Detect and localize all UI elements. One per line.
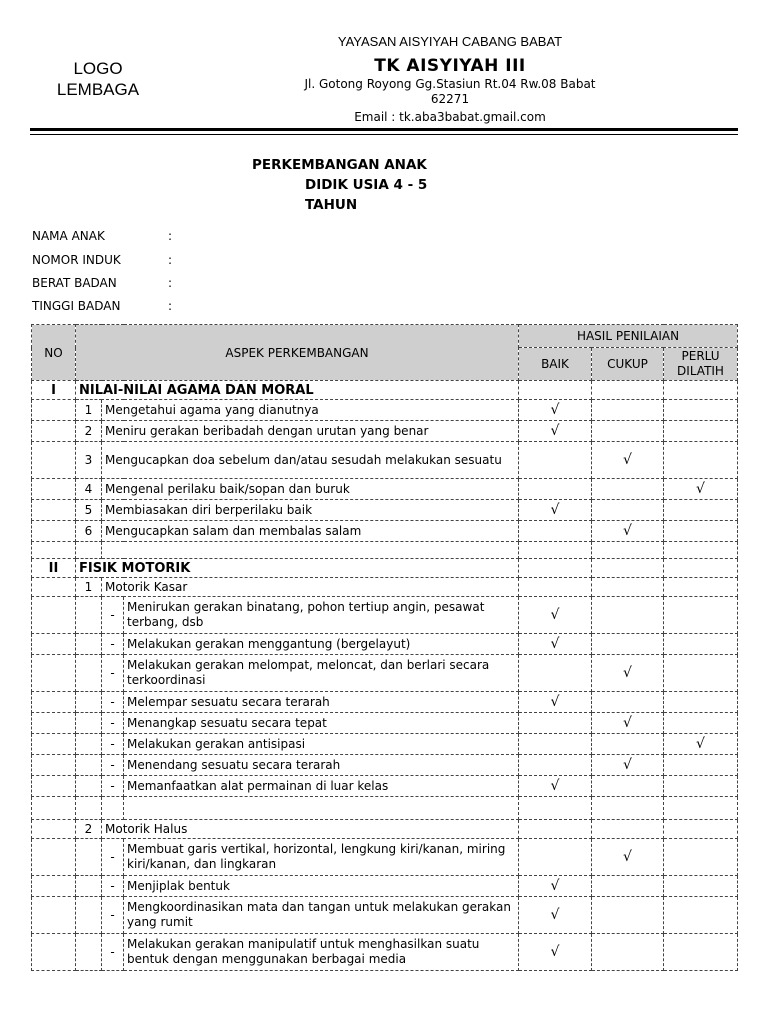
- identity-label: BERAT BADAN: [32, 276, 117, 290]
- rating-baik-cell: √: [519, 934, 592, 971]
- rating-baik-cell: [519, 839, 592, 876]
- rating-baik-cell: [519, 442, 592, 479]
- header-result: HASIL PENILAIAN: [519, 325, 738, 348]
- assessment-table: [31, 324, 738, 971]
- aspect-row: [32, 479, 738, 500]
- aspect-text: Mengetahui agama yang dianutnya: [102, 400, 519, 421]
- aspect-text: Mengucapkan doa sebelum dan/atau sesudah melakukan sesuatu: [102, 442, 519, 479]
- empty-cell: [592, 578, 664, 597]
- empty-cell: [76, 542, 102, 559]
- identity-label: TINGGI BADAN: [32, 299, 121, 313]
- subnumber-cell: [76, 934, 102, 971]
- logo-line-1: LOGO: [73, 59, 123, 78]
- no-cell: [32, 421, 76, 442]
- rating-cukup-cell: √: [592, 755, 664, 776]
- subnumber-cell: [76, 692, 102, 713]
- rating-baik-cell: [519, 655, 592, 692]
- aspect-row: [32, 421, 738, 442]
- aspect-row: [32, 521, 738, 542]
- empty-cell: [664, 578, 738, 597]
- empty-cell: [32, 797, 76, 820]
- section-title: FISIK MOTORIK: [76, 559, 519, 578]
- rating-baik-cell: √: [519, 634, 592, 655]
- aspect-row: [32, 776, 738, 797]
- no-cell: [32, 839, 76, 876]
- no-cell: [32, 755, 76, 776]
- bullet-dash: -: [102, 776, 124, 797]
- rating-cukup-cell: [592, 934, 664, 971]
- logo-line-2: LEMBAGA: [56, 80, 140, 99]
- empty-cell: [592, 542, 664, 559]
- empty-cell: [664, 820, 738, 839]
- section-number: II: [32, 559, 76, 578]
- rating-cukup-cell: √: [592, 521, 664, 542]
- aspect-text: Menendang sesuatu secara terarah: [124, 755, 519, 776]
- aspect-row: [32, 755, 738, 776]
- aspect-text: Membiasakan diri berperilaku baik: [102, 500, 519, 521]
- item-number: 1: [76, 400, 102, 421]
- header-aspect: ASPEK PERKEMBANGAN: [76, 325, 519, 381]
- rating-perlu-cell: [664, 876, 738, 897]
- empty-cell: [664, 381, 738, 400]
- empty-cell: [664, 542, 738, 559]
- school-address: [270, 77, 630, 107]
- empty-cell: [102, 797, 124, 820]
- no-cell: [32, 442, 76, 479]
- rating-cukup-cell: [592, 634, 664, 655]
- rating-cukup-cell: [592, 597, 664, 634]
- header-cukup: CUKUP: [592, 348, 664, 381]
- subsection-title: Motorik Halus: [102, 820, 519, 839]
- bullet-dash: -: [102, 692, 124, 713]
- school-name: TK AISYIYAH III: [374, 56, 526, 76]
- header-perlu-dilatih: PERLU DILATIH: [664, 348, 738, 381]
- header-baik: BAIK: [519, 348, 592, 381]
- no-cell: [32, 692, 76, 713]
- empty-cell: [664, 559, 738, 578]
- bullet-dash: -: [102, 713, 124, 734]
- aspect-row: [32, 734, 738, 755]
- title-line-2: DIDIK USIA 4 - 5: [305, 177, 428, 193]
- rating-perlu-cell: [664, 692, 738, 713]
- institution-logo-placeholder: [46, 58, 150, 100]
- aspect-row: [32, 655, 738, 692]
- identity-separator: :: [168, 276, 173, 290]
- identity-separator: :: [168, 253, 173, 267]
- subnumber-cell: [76, 597, 102, 634]
- aspect-text: Melakukan gerakan antisipasi: [124, 734, 519, 755]
- aspect-text: Melakukan gerakan manipulatif untuk menghasilkan suatu bentuk dengan menggunakan berbagai media: [124, 934, 519, 971]
- section-number: I: [32, 381, 76, 400]
- aspect-text: Membuat garis vertikal, horizontal, lengkung kiri/kanan, miring kiri/kanan, dan lingkaran: [124, 839, 519, 876]
- rating-perlu-cell: [664, 500, 738, 521]
- aspect-text: Menirukan gerakan binatang, pohon tertiup angin, pesawat terbang, dsb: [124, 597, 519, 634]
- bullet-dash: -: [102, 655, 124, 692]
- aspect-text: Mengenal perilaku baik/sopan dan buruk: [102, 479, 519, 500]
- no-cell: [32, 820, 76, 839]
- rating-perlu-cell: √: [664, 734, 738, 755]
- subnumber-cell: [76, 876, 102, 897]
- empty-cell: [519, 542, 592, 559]
- aspect-text: Meniru gerakan beribadah dengan urutan yang benar: [102, 421, 519, 442]
- subnumber-cell: [76, 776, 102, 797]
- school-email: Email : tk.aba3babat.gmail.com: [354, 110, 546, 124]
- rating-baik-cell: [519, 755, 592, 776]
- rating-baik-cell: √: [519, 776, 592, 797]
- aspect-text: Melakukan gerakan melompat, meloncat, dan berlari secara terkoordinasi: [124, 655, 519, 692]
- rating-perlu-cell: [664, 934, 738, 971]
- rating-cukup-cell: √: [592, 442, 664, 479]
- rating-baik-cell: √: [519, 400, 592, 421]
- no-cell: [32, 655, 76, 692]
- rating-baik-cell: [519, 713, 592, 734]
- aspect-row: [32, 692, 738, 713]
- rating-perlu-cell: [664, 597, 738, 634]
- empty-cell: [664, 797, 738, 820]
- item-number: 3: [76, 442, 102, 479]
- rating-baik-cell: √: [519, 897, 592, 934]
- address-line-2: 62271: [430, 92, 470, 106]
- no-cell: [32, 734, 76, 755]
- bullet-dash: -: [102, 839, 124, 876]
- rating-baik-cell: [519, 521, 592, 542]
- aspect-row: [32, 876, 738, 897]
- rating-perlu-cell: [664, 421, 738, 442]
- bullet-dash: -: [102, 734, 124, 755]
- subnumber-cell: [76, 839, 102, 876]
- rating-perlu-cell: [664, 839, 738, 876]
- no-cell: [32, 713, 76, 734]
- rating-perlu-cell: [664, 521, 738, 542]
- rating-baik-cell: √: [519, 692, 592, 713]
- subsection-row: [32, 578, 738, 597]
- aspect-row: [32, 839, 738, 876]
- identity-label: NAMA ANAK: [32, 229, 105, 243]
- subnumber-cell: [76, 897, 102, 934]
- rating-baik-cell: √: [519, 876, 592, 897]
- aspect-text: Memanfaatkan alat permainan di luar kelas: [124, 776, 519, 797]
- rating-cukup-cell: [592, 776, 664, 797]
- aspect-row: [32, 500, 738, 521]
- header-divider-thick: [30, 128, 738, 131]
- item-number: 5: [76, 500, 102, 521]
- rating-perlu-cell: [664, 755, 738, 776]
- subsection-number: 2: [76, 820, 102, 839]
- rating-baik-cell: √: [519, 421, 592, 442]
- identity-row-name: [32, 229, 172, 243]
- empty-cell: [124, 797, 519, 820]
- spacer-row: [32, 797, 738, 820]
- header-no: NO: [32, 325, 76, 381]
- rating-cukup-cell: [592, 897, 664, 934]
- subnumber-cell: [76, 734, 102, 755]
- no-cell: [32, 400, 76, 421]
- rating-cukup-cell: √: [592, 713, 664, 734]
- bullet-dash: -: [102, 597, 124, 634]
- rating-cukup-cell: √: [592, 655, 664, 692]
- identity-separator: :: [168, 229, 173, 243]
- aspect-text: Mengucapkan salam dan membalas salam: [102, 521, 519, 542]
- empty-cell: [519, 578, 592, 597]
- rating-cukup-cell: √: [592, 839, 664, 876]
- bullet-dash: -: [102, 755, 124, 776]
- rating-cukup-cell: [592, 692, 664, 713]
- rating-perlu-cell: √: [664, 479, 738, 500]
- title-line-1: PERKEMBANGAN ANAK: [252, 157, 427, 173]
- section-row: [32, 559, 738, 578]
- rating-perlu-cell: [664, 897, 738, 934]
- no-cell: [32, 578, 76, 597]
- address-line-1: Jl. Gotong Royong Gg.Stasiun Rt.04 Rw.08 Babat: [304, 77, 596, 91]
- bullet-dash: -: [102, 897, 124, 934]
- bullet-dash: -: [102, 876, 124, 897]
- no-cell: [32, 500, 76, 521]
- subnumber-cell: [76, 655, 102, 692]
- rating-baik-cell: [519, 479, 592, 500]
- empty-cell: [32, 542, 76, 559]
- rating-perlu-cell: [664, 400, 738, 421]
- rating-cukup-cell: [592, 479, 664, 500]
- no-cell: [32, 776, 76, 797]
- aspect-text: Mengkoordinasikan mata dan tangan untuk melakukan gerakan yang rumit: [124, 897, 519, 934]
- subnumber-cell: [76, 634, 102, 655]
- item-number: 6: [76, 521, 102, 542]
- rating-perlu-cell: [664, 442, 738, 479]
- item-number: 2: [76, 421, 102, 442]
- rating-perlu-cell: [664, 713, 738, 734]
- no-cell: [32, 634, 76, 655]
- empty-cell: [519, 381, 592, 400]
- aspect-text: Menjiplak bentuk: [124, 876, 519, 897]
- aspect-row: [32, 934, 738, 971]
- rating-perlu-cell: [664, 634, 738, 655]
- empty-cell: [519, 820, 592, 839]
- subsection-number: 1: [76, 578, 102, 597]
- rating-perlu-cell: [664, 776, 738, 797]
- section-title: NILAI-NILAI AGAMA DAN MORAL: [76, 381, 519, 400]
- empty-cell: [592, 381, 664, 400]
- foundation-name: YAYASAN AISYIYAH CABANG BABAT: [337, 34, 563, 49]
- empty-cell: [592, 797, 664, 820]
- no-cell: [32, 479, 76, 500]
- empty-cell: [592, 820, 664, 839]
- rating-baik-cell: √: [519, 500, 592, 521]
- subnumber-cell: [76, 713, 102, 734]
- no-cell: [32, 897, 76, 934]
- no-cell: [32, 597, 76, 634]
- rating-cukup-cell: [592, 500, 664, 521]
- aspect-row: [32, 597, 738, 634]
- identity-label: NOMOR INDUK: [32, 253, 121, 267]
- no-cell: [32, 876, 76, 897]
- header-divider-thin: [30, 134, 738, 135]
- section-row: [32, 381, 738, 400]
- rating-perlu-cell: [664, 655, 738, 692]
- aspect-row: [32, 400, 738, 421]
- rating-baik-cell: √: [519, 597, 592, 634]
- subnumber-cell: [76, 755, 102, 776]
- identity-row-number: [32, 253, 172, 267]
- no-cell: [32, 934, 76, 971]
- empty-cell: [102, 542, 519, 559]
- spacer-row: [32, 542, 738, 559]
- subsection-row: [32, 820, 738, 839]
- bullet-dash: -: [102, 934, 124, 971]
- bullet-dash: -: [102, 634, 124, 655]
- rating-cukup-cell: [592, 400, 664, 421]
- aspect-text: Melempar sesuatu secara terarah: [124, 692, 519, 713]
- aspect-text: Menangkap sesuatu secara tepat: [124, 713, 519, 734]
- empty-cell: [76, 797, 102, 820]
- assessment-rows: [32, 381, 738, 971]
- empty-cell: [592, 559, 664, 578]
- title-line-3: TAHUN: [305, 197, 358, 213]
- aspect-row: [32, 713, 738, 734]
- aspect-text: Melakukan gerakan menggantung (bergelayut): [124, 634, 519, 655]
- rating-cukup-cell: [592, 876, 664, 897]
- identity-separator: :: [168, 299, 173, 313]
- empty-cell: [519, 797, 592, 820]
- aspect-row: [32, 897, 738, 934]
- aspect-row: [32, 442, 738, 479]
- item-number: 4: [76, 479, 102, 500]
- rating-baik-cell: [519, 734, 592, 755]
- identity-row-weight: [32, 276, 172, 290]
- identity-row-height: [32, 299, 172, 313]
- rating-cukup-cell: [592, 421, 664, 442]
- document-title: [252, 155, 452, 215]
- rating-cukup-cell: [592, 734, 664, 755]
- no-cell: [32, 521, 76, 542]
- aspect-row: [32, 634, 738, 655]
- empty-cell: [519, 559, 592, 578]
- subsection-title: Motorik Kasar: [102, 578, 519, 597]
